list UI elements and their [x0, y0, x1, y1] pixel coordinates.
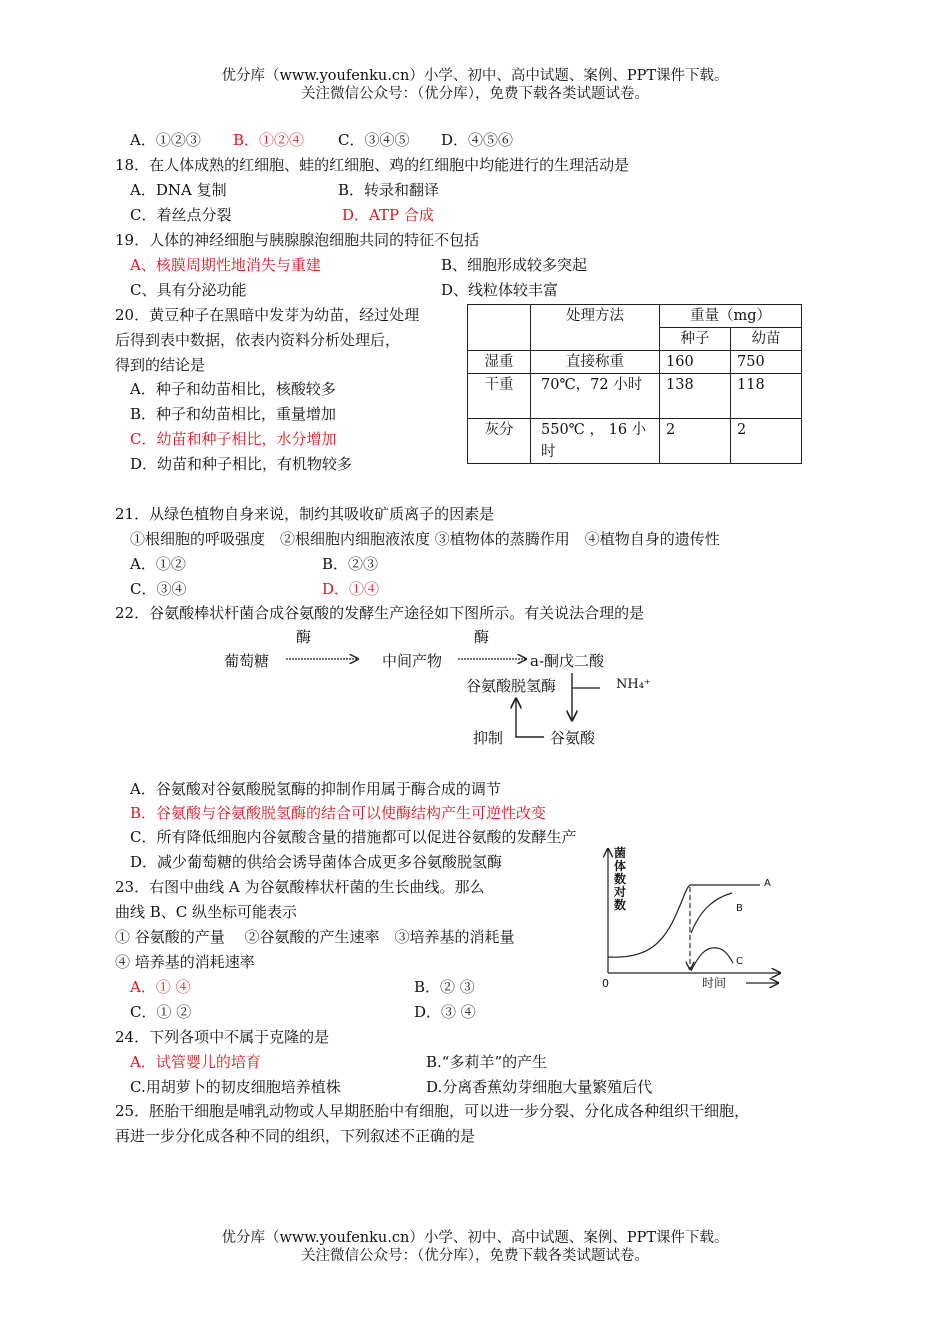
- q22-option-a: A．谷氨酸对谷氨酸脱氢酶的抑制作用属于酶合成的调节: [130, 780, 501, 798]
- table-cell: 湿重: [468, 351, 531, 374]
- q20-option-d: D．幼苗和种子相比，有机物较多: [130, 455, 353, 473]
- q22-option-c: C．所有降低细胞内谷氨酸含量的措施都可以促进谷氨酸的发酵生产: [130, 828, 577, 846]
- curve-a: [608, 885, 760, 957]
- q19-option-c: C、具有分泌功能: [130, 281, 247, 299]
- curve-b: [691, 893, 732, 933]
- table-row: [468, 351, 802, 374]
- q18-option-d: D．ATP 合成: [342, 206, 434, 224]
- q20-data-table: [467, 304, 802, 464]
- q18-option-b: B．转录和翻译: [338, 181, 440, 199]
- table-cell: 138: [660, 374, 731, 419]
- q20-option-b: B．种子和幼苗相比，重量增加: [130, 405, 337, 423]
- q24-option-d: D.分离香蕉幼芽细胞大量繁殖后代: [426, 1078, 653, 1096]
- node-glucose: 葡萄糖: [224, 652, 270, 670]
- table-cell: 118: [731, 374, 802, 419]
- footer-line-2: 关注微信公众号：（优分库），免费下载各类试题试卷。: [301, 1248, 649, 1264]
- q18-stem: 18．在人体成熟的红细胞、蛙的红细胞、鸡的红细胞中均能进行的生理活动是: [115, 156, 630, 174]
- table-header-seedling: 幼苗: [731, 328, 802, 351]
- table-row: [468, 374, 802, 419]
- q23-option-c: C．① ②: [130, 1003, 192, 1021]
- node-ketoglutarate: a-酮戊二酸: [530, 652, 605, 670]
- q23-items-2: ④ 培养基的消耗速率: [115, 953, 255, 971]
- origin-label: 0: [602, 977, 609, 990]
- q19-option-d: D、线粒体较丰富: [441, 281, 559, 299]
- q21-option-c: C．③④: [130, 580, 187, 598]
- q22-option-b: B．谷氨酸与谷氨酸脱氢酶的结合可以使酶结构产生可逆性改变: [130, 804, 547, 822]
- enzyme-label-2: 酶: [474, 628, 490, 646]
- growth-curve-graph: [596, 845, 796, 995]
- node-dehydrogenase: 谷氨酸脱氢酶: [466, 677, 557, 695]
- footer-line-1: 优分库（www.youfenku.cn）小学、初中、高中试题、案例、PPT课件下载。: [221, 1230, 729, 1246]
- label-inhibit: 抑制: [473, 729, 504, 747]
- q21-items: ①根细胞的呼吸强度 ②根细胞内细胞液浓度 ③植物体的蒸腾作用 ④植物自身的遗传性: [130, 530, 720, 548]
- table-cell: 750: [731, 351, 802, 374]
- q21-stem: 21．从绿色植物自身来说，制约其吸收矿质离子的因素是: [115, 505, 495, 523]
- table-header-seed: 种子: [660, 328, 731, 351]
- q25-stem-2: 再进一步分化成各种不同的组织，下列叙述不正确的是: [115, 1127, 476, 1145]
- q24-option-b: B.“多莉羊”的产生: [426, 1053, 548, 1071]
- table-cell: 灰分: [468, 419, 531, 464]
- y-axis-label: [614, 847, 626, 912]
- table-cell: 160: [660, 351, 731, 374]
- header-line-1: 优分库（www.youfenku.cn）小学、初中、高中试题、案例、PPT课件下载。: [221, 68, 729, 84]
- q23-stem-1: 23．右图中曲线 A 为谷氨酸棒状杆菌的生长曲线。那么: [115, 878, 485, 896]
- q17-option-c: C．③④⑤: [338, 131, 410, 149]
- q19-option-a: A、核膜周期性地消失与重建: [130, 256, 321, 274]
- y-axis-label-char: 数: [614, 872, 627, 886]
- q23-option-a: A．① ④: [130, 978, 191, 996]
- q21-option-a: A．①②: [130, 555, 186, 573]
- node-glutamate: 谷氨酸: [550, 729, 596, 747]
- curve-c: [691, 948, 733, 971]
- q18-option-c: C．着丝点分裂: [130, 206, 232, 224]
- q24-stem: 24．下列各项中不属于克隆的是: [115, 1028, 330, 1046]
- q23-stem-2: 曲线 B、C 纵坐标可能表示: [115, 903, 298, 921]
- arrow-feedback-inhibition: [516, 699, 544, 737]
- y-axis-label-char: 菌: [614, 846, 627, 860]
- q17-option-a: A．①②③: [130, 131, 201, 149]
- node-ammonium: NH₄⁺: [616, 677, 651, 692]
- curve-a-label: A: [764, 878, 771, 889]
- q23-option-d: D．③ ④: [414, 1003, 476, 1021]
- table-cell: 干重: [468, 374, 531, 419]
- q21-option-d: D．①④: [322, 580, 380, 598]
- table-header-method: 处理方法: [531, 305, 660, 351]
- q20-stem-1: 20．黄豆种子在黑暗中发芽为幼苗，经过处理: [115, 306, 420, 324]
- q19-stem: 19．人体的神经细胞与胰腺腺泡细胞共同的特征不包括: [115, 231, 480, 249]
- table-row: [468, 419, 802, 464]
- q19-option-b: B、细胞形成较多突起: [441, 256, 588, 274]
- node-intermediate: 中间产物: [382, 652, 443, 670]
- table-cell: 70℃，72 小时: [531, 374, 660, 419]
- table-cell: 550℃ ， 16 小时: [531, 419, 660, 464]
- q24-option-c: C.用胡萝卜的韧皮细胞培养植株: [130, 1078, 341, 1096]
- table-cell: 2: [731, 419, 802, 464]
- q18-option-a: A．DNA 复制: [130, 181, 227, 199]
- pathway-diagram: [220, 625, 660, 755]
- table-cell: 2: [660, 419, 731, 464]
- q23-items-1: ① 谷氨酸的产量 ②谷氨酸的产生速率 ③培养基的消耗量: [115, 928, 515, 946]
- q20-stem-2: 后得到表中数据，依表内资料分析处理后，: [115, 331, 401, 349]
- table-header-weight: 重量（mg）: [660, 305, 802, 328]
- curve-c-label: C: [736, 956, 743, 967]
- y-axis-label-char: 数: [614, 898, 627, 912]
- q22-stem: 22．谷氨酸棒状杆菌合成谷氨酸的发酵生产途径如下图所示。有关说法合理的是: [115, 604, 645, 622]
- header-line-2: 关注微信公众号：（优分库），免费下载各类试题试卷。: [301, 86, 649, 102]
- q20-stem-3: 得到的结论是: [115, 356, 206, 374]
- q23-option-b: B．② ③: [414, 978, 475, 996]
- table-cell: 直接称重: [531, 351, 660, 374]
- curve-b-label: B: [736, 903, 743, 914]
- x-axis-label: 时间: [702, 976, 727, 990]
- q24-option-a: A．试管婴儿的培育: [130, 1053, 261, 1071]
- y-axis-label-char: 对: [614, 885, 627, 899]
- q22-option-d: D．减少葡萄糖的供给会诱导菌体合成更多谷氨酸脱氢酶: [130, 853, 503, 871]
- q17-option-b: B．①②④: [233, 131, 305, 149]
- q25-stem-1: 25．胚胎干细胞是哺乳动物或人早期胚胎中有细胞，可以进一步分裂、分化成各种组织干细胞，: [115, 1102, 750, 1120]
- enzyme-label-1: 酶: [296, 628, 312, 646]
- y-axis-label-char: 体: [614, 859, 627, 873]
- q20-option-a: A．种子和幼苗相比，核酸较多: [130, 380, 336, 398]
- q20-option-c: C．幼苗和种子相比，水分增加: [130, 430, 337, 448]
- q21-option-b: B．②③: [322, 555, 379, 573]
- q17-option-d: D．④⑤⑥: [441, 131, 514, 149]
